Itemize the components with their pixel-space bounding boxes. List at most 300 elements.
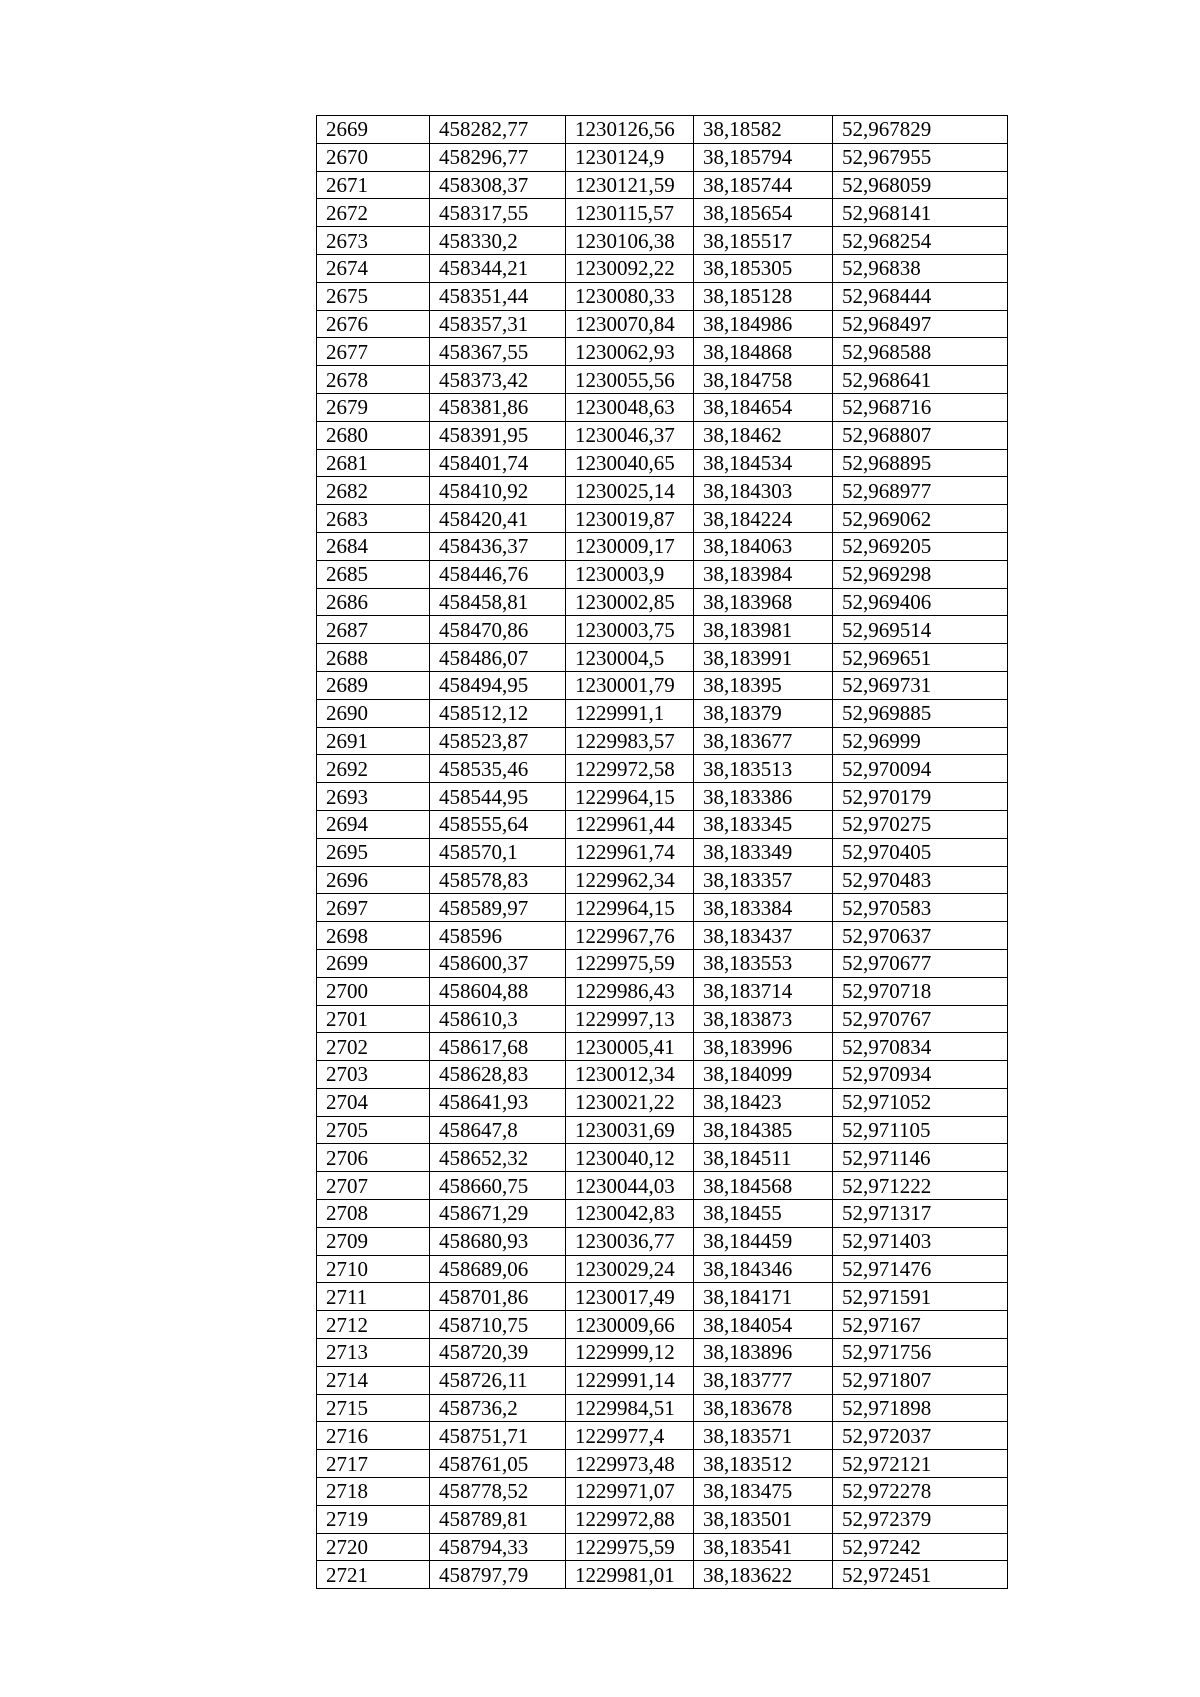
- longitude-cell: 38,183513: [694, 755, 833, 783]
- table-row: [317, 282, 1008, 310]
- longitude-cell: 38,184063: [694, 532, 833, 560]
- table-row: [317, 1005, 1008, 1033]
- table-row: [317, 755, 1008, 783]
- y-coordinate-cell: 1229999,12: [566, 1339, 694, 1367]
- y-coordinate-cell: 1230009,17: [566, 532, 694, 560]
- longitude-cell: 38,183475: [694, 1478, 833, 1506]
- table-row: [317, 1116, 1008, 1144]
- longitude-cell: 38,183991: [694, 644, 833, 672]
- table-row: [317, 1172, 1008, 1200]
- table-row: [317, 1227, 1008, 1255]
- coordinates-table: [316, 115, 1008, 1589]
- table-row: [317, 1505, 1008, 1533]
- point-number-cell: 2699: [317, 949, 430, 977]
- x-coordinate-cell: 458761,05: [430, 1450, 566, 1478]
- y-coordinate-cell: 1230009,66: [566, 1311, 694, 1339]
- point-number-cell: 2710: [317, 1255, 430, 1283]
- x-coordinate-cell: 458589,97: [430, 894, 566, 922]
- longitude-cell: 38,183996: [694, 1033, 833, 1061]
- point-number-cell: 2694: [317, 810, 430, 838]
- y-coordinate-cell: 1229964,15: [566, 783, 694, 811]
- longitude-cell: 38,183896: [694, 1339, 833, 1367]
- x-coordinate-cell: 458600,37: [430, 949, 566, 977]
- longitude-cell: 38,183386: [694, 783, 833, 811]
- latitude-cell: 52,970767: [833, 1005, 1008, 1033]
- x-coordinate-cell: 458282,77: [430, 116, 566, 144]
- latitude-cell: 52,968641: [833, 366, 1008, 394]
- table-row: [317, 532, 1008, 560]
- longitude-cell: 38,184868: [694, 338, 833, 366]
- point-number-cell: 2674: [317, 254, 430, 282]
- latitude-cell: 52,967955: [833, 143, 1008, 171]
- x-coordinate-cell: 458410,92: [430, 477, 566, 505]
- coordinates-table-body: [317, 116, 1008, 1589]
- latitude-cell: 52,968977: [833, 477, 1008, 505]
- longitude-cell: 38,183384: [694, 894, 833, 922]
- x-coordinate-cell: 458794,33: [430, 1533, 566, 1561]
- latitude-cell: 52,968716: [833, 393, 1008, 421]
- point-number-cell: 2687: [317, 616, 430, 644]
- y-coordinate-cell: 1229984,51: [566, 1394, 694, 1422]
- table-row: [317, 366, 1008, 394]
- longitude-cell: 38,18423: [694, 1088, 833, 1116]
- point-number-cell: 2676: [317, 310, 430, 338]
- latitude-cell: 52,97242: [833, 1533, 1008, 1561]
- latitude-cell: 52,96838: [833, 254, 1008, 282]
- point-number-cell: 2720: [317, 1533, 430, 1561]
- table-row: [317, 227, 1008, 255]
- x-coordinate-cell: 458494,95: [430, 671, 566, 699]
- point-number-cell: 2679: [317, 393, 430, 421]
- table-row: [317, 894, 1008, 922]
- x-coordinate-cell: 458570,1: [430, 838, 566, 866]
- latitude-cell: 52,97167: [833, 1311, 1008, 1339]
- y-coordinate-cell: 1230019,87: [566, 505, 694, 533]
- table-row: [317, 1061, 1008, 1089]
- x-coordinate-cell: 458330,2: [430, 227, 566, 255]
- latitude-cell: 52,970583: [833, 894, 1008, 922]
- y-coordinate-cell: 1229986,43: [566, 977, 694, 1005]
- x-coordinate-cell: 458544,95: [430, 783, 566, 811]
- table-row: [317, 671, 1008, 699]
- latitude-cell: 52,970934: [833, 1061, 1008, 1089]
- y-coordinate-cell: 1230012,34: [566, 1061, 694, 1089]
- longitude-cell: 38,183571: [694, 1422, 833, 1450]
- point-number-cell: 2672: [317, 199, 430, 227]
- longitude-cell: 38,184346: [694, 1255, 833, 1283]
- table-row: [317, 1366, 1008, 1394]
- y-coordinate-cell: 1230042,83: [566, 1200, 694, 1228]
- table-row: [317, 1088, 1008, 1116]
- x-coordinate-cell: 458751,71: [430, 1422, 566, 1450]
- point-number-cell: 2693: [317, 783, 430, 811]
- latitude-cell: 52,971756: [833, 1339, 1008, 1367]
- table-row: [317, 1422, 1008, 1450]
- point-number-cell: 2686: [317, 588, 430, 616]
- table-row: [317, 254, 1008, 282]
- table-row: [317, 449, 1008, 477]
- table-row: [317, 616, 1008, 644]
- longitude-cell: 38,183437: [694, 922, 833, 950]
- longitude-cell: 38,184385: [694, 1116, 833, 1144]
- x-coordinate-cell: 458344,21: [430, 254, 566, 282]
- point-number-cell: 2670: [317, 143, 430, 171]
- longitude-cell: 38,18395: [694, 671, 833, 699]
- point-number-cell: 2702: [317, 1033, 430, 1061]
- latitude-cell: 52,969651: [833, 644, 1008, 672]
- table-row: [317, 588, 1008, 616]
- table-row: [317, 1394, 1008, 1422]
- y-coordinate-cell: 1230124,9: [566, 143, 694, 171]
- point-number-cell: 2684: [317, 532, 430, 560]
- y-coordinate-cell: 1230003,9: [566, 560, 694, 588]
- point-number-cell: 2688: [317, 644, 430, 672]
- y-coordinate-cell: 1229962,34: [566, 866, 694, 894]
- longitude-cell: 38,183541: [694, 1533, 833, 1561]
- point-number-cell: 2695: [317, 838, 430, 866]
- longitude-cell: 38,183984: [694, 560, 833, 588]
- longitude-cell: 38,184303: [694, 477, 833, 505]
- y-coordinate-cell: 1229975,59: [566, 949, 694, 977]
- x-coordinate-cell: 458736,2: [430, 1394, 566, 1422]
- latitude-cell: 52,968444: [833, 282, 1008, 310]
- table-row: [317, 838, 1008, 866]
- point-number-cell: 2675: [317, 282, 430, 310]
- point-number-cell: 2692: [317, 755, 430, 783]
- longitude-cell: 38,184224: [694, 505, 833, 533]
- longitude-cell: 38,183873: [694, 1005, 833, 1033]
- longitude-cell: 38,185305: [694, 254, 833, 282]
- latitude-cell: 52,968497: [833, 310, 1008, 338]
- point-number-cell: 2698: [317, 922, 430, 950]
- x-coordinate-cell: 458604,88: [430, 977, 566, 1005]
- latitude-cell: 52,968059: [833, 171, 1008, 199]
- longitude-cell: 38,185128: [694, 282, 833, 310]
- table-row: [317, 477, 1008, 505]
- point-number-cell: 2711: [317, 1283, 430, 1311]
- longitude-cell: 38,185794: [694, 143, 833, 171]
- y-coordinate-cell: 1230004,5: [566, 644, 694, 672]
- table-row: [317, 644, 1008, 672]
- table-row: [317, 143, 1008, 171]
- latitude-cell: 52,971807: [833, 1366, 1008, 1394]
- y-coordinate-cell: 1229961,44: [566, 810, 694, 838]
- latitude-cell: 52,968141: [833, 199, 1008, 227]
- longitude-cell: 38,183968: [694, 588, 833, 616]
- point-number-cell: 2714: [317, 1366, 430, 1394]
- longitude-cell: 38,183981: [694, 616, 833, 644]
- table-row: [317, 866, 1008, 894]
- longitude-cell: 38,184099: [694, 1061, 833, 1089]
- x-coordinate-cell: 458652,32: [430, 1144, 566, 1172]
- point-number-cell: 2706: [317, 1144, 430, 1172]
- table-row: [317, 1311, 1008, 1339]
- y-coordinate-cell: 1230001,79: [566, 671, 694, 699]
- y-coordinate-cell: 1230044,03: [566, 1172, 694, 1200]
- table-row: [317, 1339, 1008, 1367]
- x-coordinate-cell: 458555,64: [430, 810, 566, 838]
- y-coordinate-cell: 1230126,56: [566, 116, 694, 144]
- y-coordinate-cell: 1230048,63: [566, 393, 694, 421]
- longitude-cell: 38,183357: [694, 866, 833, 894]
- latitude-cell: 52,967829: [833, 116, 1008, 144]
- point-number-cell: 2716: [317, 1422, 430, 1450]
- point-number-cell: 2708: [317, 1200, 430, 1228]
- longitude-cell: 38,184534: [694, 449, 833, 477]
- x-coordinate-cell: 458373,42: [430, 366, 566, 394]
- latitude-cell: 52,970834: [833, 1033, 1008, 1061]
- latitude-cell: 52,970094: [833, 755, 1008, 783]
- point-number-cell: 2718: [317, 1478, 430, 1506]
- y-coordinate-cell: 1230003,75: [566, 616, 694, 644]
- longitude-cell: 38,185654: [694, 199, 833, 227]
- y-coordinate-cell: 1229967,76: [566, 922, 694, 950]
- x-coordinate-cell: 458720,39: [430, 1339, 566, 1367]
- point-number-cell: 2678: [317, 366, 430, 394]
- longitude-cell: 38,184654: [694, 393, 833, 421]
- point-number-cell: 2713: [317, 1339, 430, 1367]
- point-number-cell: 2691: [317, 727, 430, 755]
- point-number-cell: 2697: [317, 894, 430, 922]
- table-row: [317, 199, 1008, 227]
- longitude-cell: 38,183512: [694, 1450, 833, 1478]
- y-coordinate-cell: 1229972,58: [566, 755, 694, 783]
- latitude-cell: 52,969406: [833, 588, 1008, 616]
- y-coordinate-cell: 1229991,14: [566, 1366, 694, 1394]
- point-number-cell: 2673: [317, 227, 430, 255]
- point-number-cell: 2703: [317, 1061, 430, 1089]
- y-coordinate-cell: 1229975,59: [566, 1533, 694, 1561]
- longitude-cell: 38,184758: [694, 366, 833, 394]
- table-row: [317, 310, 1008, 338]
- y-coordinate-cell: 1229973,48: [566, 1450, 694, 1478]
- x-coordinate-cell: 458401,74: [430, 449, 566, 477]
- table-row: [317, 922, 1008, 950]
- x-coordinate-cell: 458628,83: [430, 1061, 566, 1089]
- x-coordinate-cell: 458308,37: [430, 171, 566, 199]
- x-coordinate-cell: 458641,93: [430, 1088, 566, 1116]
- longitude-cell: 38,185517: [694, 227, 833, 255]
- y-coordinate-cell: 1230017,49: [566, 1283, 694, 1311]
- latitude-cell: 52,972278: [833, 1478, 1008, 1506]
- x-coordinate-cell: 458535,46: [430, 755, 566, 783]
- point-number-cell: 2700: [317, 977, 430, 1005]
- table-row: [317, 1033, 1008, 1061]
- x-coordinate-cell: 458357,31: [430, 310, 566, 338]
- x-coordinate-cell: 458367,55: [430, 338, 566, 366]
- y-coordinate-cell: 1230005,41: [566, 1033, 694, 1061]
- longitude-cell: 38,183677: [694, 727, 833, 755]
- longitude-cell: 38,183501: [694, 1505, 833, 1533]
- latitude-cell: 52,971105: [833, 1116, 1008, 1144]
- y-coordinate-cell: 1230121,59: [566, 171, 694, 199]
- table-row: [317, 783, 1008, 811]
- x-coordinate-cell: 458596: [430, 922, 566, 950]
- table-row: [317, 1478, 1008, 1506]
- table-row: [317, 1283, 1008, 1311]
- x-coordinate-cell: 458381,86: [430, 393, 566, 421]
- x-coordinate-cell: 458296,77: [430, 143, 566, 171]
- x-coordinate-cell: 458778,52: [430, 1478, 566, 1506]
- latitude-cell: 52,970483: [833, 866, 1008, 894]
- x-coordinate-cell: 458436,37: [430, 532, 566, 560]
- point-number-cell: 2715: [317, 1394, 430, 1422]
- longitude-cell: 38,183777: [694, 1366, 833, 1394]
- latitude-cell: 52,970179: [833, 783, 1008, 811]
- y-coordinate-cell: 1230021,22: [566, 1088, 694, 1116]
- latitude-cell: 52,968807: [833, 421, 1008, 449]
- y-coordinate-cell: 1230040,65: [566, 449, 694, 477]
- latitude-cell: 52,971591: [833, 1283, 1008, 1311]
- point-number-cell: 2683: [317, 505, 430, 533]
- longitude-cell: 38,183345: [694, 810, 833, 838]
- longitude-cell: 38,185744: [694, 171, 833, 199]
- point-number-cell: 2696: [317, 866, 430, 894]
- longitude-cell: 38,184511: [694, 1144, 833, 1172]
- latitude-cell: 52,972121: [833, 1450, 1008, 1478]
- longitude-cell: 38,184986: [694, 310, 833, 338]
- table-row: [317, 1144, 1008, 1172]
- y-coordinate-cell: 1229971,07: [566, 1478, 694, 1506]
- longitude-cell: 38,18455: [694, 1200, 833, 1228]
- point-number-cell: 2681: [317, 449, 430, 477]
- x-coordinate-cell: 458470,86: [430, 616, 566, 644]
- longitude-cell: 38,183714: [694, 977, 833, 1005]
- x-coordinate-cell: 458351,44: [430, 282, 566, 310]
- point-number-cell: 2704: [317, 1088, 430, 1116]
- x-coordinate-cell: 458317,55: [430, 199, 566, 227]
- y-coordinate-cell: 1229964,15: [566, 894, 694, 922]
- longitude-cell: 38,183349: [694, 838, 833, 866]
- x-coordinate-cell: 458610,3: [430, 1005, 566, 1033]
- x-coordinate-cell: 458578,83: [430, 866, 566, 894]
- latitude-cell: 52,968588: [833, 338, 1008, 366]
- point-number-cell: 2682: [317, 477, 430, 505]
- y-coordinate-cell: 1230040,12: [566, 1144, 694, 1172]
- point-number-cell: 2719: [317, 1505, 430, 1533]
- longitude-cell: 38,183678: [694, 1394, 833, 1422]
- longitude-cell: 38,18462: [694, 421, 833, 449]
- y-coordinate-cell: 1230062,93: [566, 338, 694, 366]
- table-row: [317, 977, 1008, 1005]
- x-coordinate-cell: 458660,75: [430, 1172, 566, 1200]
- table-row: [317, 1450, 1008, 1478]
- x-coordinate-cell: 458647,8: [430, 1116, 566, 1144]
- y-coordinate-cell: 1229981,01: [566, 1561, 694, 1589]
- table-row: [317, 338, 1008, 366]
- table-row: [317, 810, 1008, 838]
- table-row: [317, 1561, 1008, 1589]
- longitude-cell: 38,183553: [694, 949, 833, 977]
- y-coordinate-cell: 1230031,69: [566, 1116, 694, 1144]
- point-number-cell: 2669: [317, 116, 430, 144]
- latitude-cell: 52,971052: [833, 1088, 1008, 1116]
- point-number-cell: 2671: [317, 171, 430, 199]
- y-coordinate-cell: 1230055,56: [566, 366, 694, 394]
- x-coordinate-cell: 458617,68: [430, 1033, 566, 1061]
- y-coordinate-cell: 1229997,13: [566, 1005, 694, 1033]
- y-coordinate-cell: 1229991,1: [566, 699, 694, 727]
- x-coordinate-cell: 458789,81: [430, 1505, 566, 1533]
- latitude-cell: 52,968254: [833, 227, 1008, 255]
- latitude-cell: 52,971146: [833, 1144, 1008, 1172]
- point-number-cell: 2677: [317, 338, 430, 366]
- latitude-cell: 52,970637: [833, 922, 1008, 950]
- y-coordinate-cell: 1230115,57: [566, 199, 694, 227]
- y-coordinate-cell: 1230002,85: [566, 588, 694, 616]
- longitude-cell: 38,18379: [694, 699, 833, 727]
- point-number-cell: 2717: [317, 1450, 430, 1478]
- point-number-cell: 2705: [317, 1116, 430, 1144]
- point-number-cell: 2712: [317, 1311, 430, 1339]
- y-coordinate-cell: 1230025,14: [566, 477, 694, 505]
- latitude-cell: 52,970275: [833, 810, 1008, 838]
- latitude-cell: 52,969514: [833, 616, 1008, 644]
- x-coordinate-cell: 458512,12: [430, 699, 566, 727]
- x-coordinate-cell: 458671,29: [430, 1200, 566, 1228]
- latitude-cell: 52,970718: [833, 977, 1008, 1005]
- table-row: [317, 699, 1008, 727]
- latitude-cell: 52,970677: [833, 949, 1008, 977]
- latitude-cell: 52,969205: [833, 532, 1008, 560]
- point-number-cell: 2689: [317, 671, 430, 699]
- y-coordinate-cell: 1230029,24: [566, 1255, 694, 1283]
- x-coordinate-cell: 458701,86: [430, 1283, 566, 1311]
- latitude-cell: 52,972379: [833, 1505, 1008, 1533]
- point-number-cell: 2685: [317, 560, 430, 588]
- point-number-cell: 2690: [317, 699, 430, 727]
- x-coordinate-cell: 458726,11: [430, 1366, 566, 1394]
- latitude-cell: 52,971222: [833, 1172, 1008, 1200]
- latitude-cell: 52,970405: [833, 838, 1008, 866]
- y-coordinate-cell: 1229972,88: [566, 1505, 694, 1533]
- latitude-cell: 52,971317: [833, 1200, 1008, 1228]
- y-coordinate-cell: 1230036,77: [566, 1227, 694, 1255]
- latitude-cell: 52,969885: [833, 699, 1008, 727]
- y-coordinate-cell: 1230070,84: [566, 310, 694, 338]
- longitude-cell: 38,184171: [694, 1283, 833, 1311]
- x-coordinate-cell: 458523,87: [430, 727, 566, 755]
- point-number-cell: 2709: [317, 1227, 430, 1255]
- x-coordinate-cell: 458486,07: [430, 644, 566, 672]
- table-row: [317, 1255, 1008, 1283]
- y-coordinate-cell: 1229983,57: [566, 727, 694, 755]
- x-coordinate-cell: 458689,06: [430, 1255, 566, 1283]
- longitude-cell: 38,183622: [694, 1561, 833, 1589]
- longitude-cell: 38,18582: [694, 116, 833, 144]
- table-row: [317, 949, 1008, 977]
- latitude-cell: 52,969298: [833, 560, 1008, 588]
- x-coordinate-cell: 458710,75: [430, 1311, 566, 1339]
- table-row: [317, 1533, 1008, 1561]
- latitude-cell: 52,96999: [833, 727, 1008, 755]
- x-coordinate-cell: 458446,76: [430, 560, 566, 588]
- point-number-cell: 2701: [317, 1005, 430, 1033]
- table-row: [317, 171, 1008, 199]
- latitude-cell: 52,971476: [833, 1255, 1008, 1283]
- x-coordinate-cell: 458420,41: [430, 505, 566, 533]
- y-coordinate-cell: 1230080,33: [566, 282, 694, 310]
- latitude-cell: 52,969731: [833, 671, 1008, 699]
- x-coordinate-cell: 458680,93: [430, 1227, 566, 1255]
- y-coordinate-cell: 1230106,38: [566, 227, 694, 255]
- longitude-cell: 38,184054: [694, 1311, 833, 1339]
- table-row: [317, 116, 1008, 144]
- table-row: [317, 421, 1008, 449]
- point-number-cell: 2707: [317, 1172, 430, 1200]
- longitude-cell: 38,184459: [694, 1227, 833, 1255]
- y-coordinate-cell: 1229961,74: [566, 838, 694, 866]
